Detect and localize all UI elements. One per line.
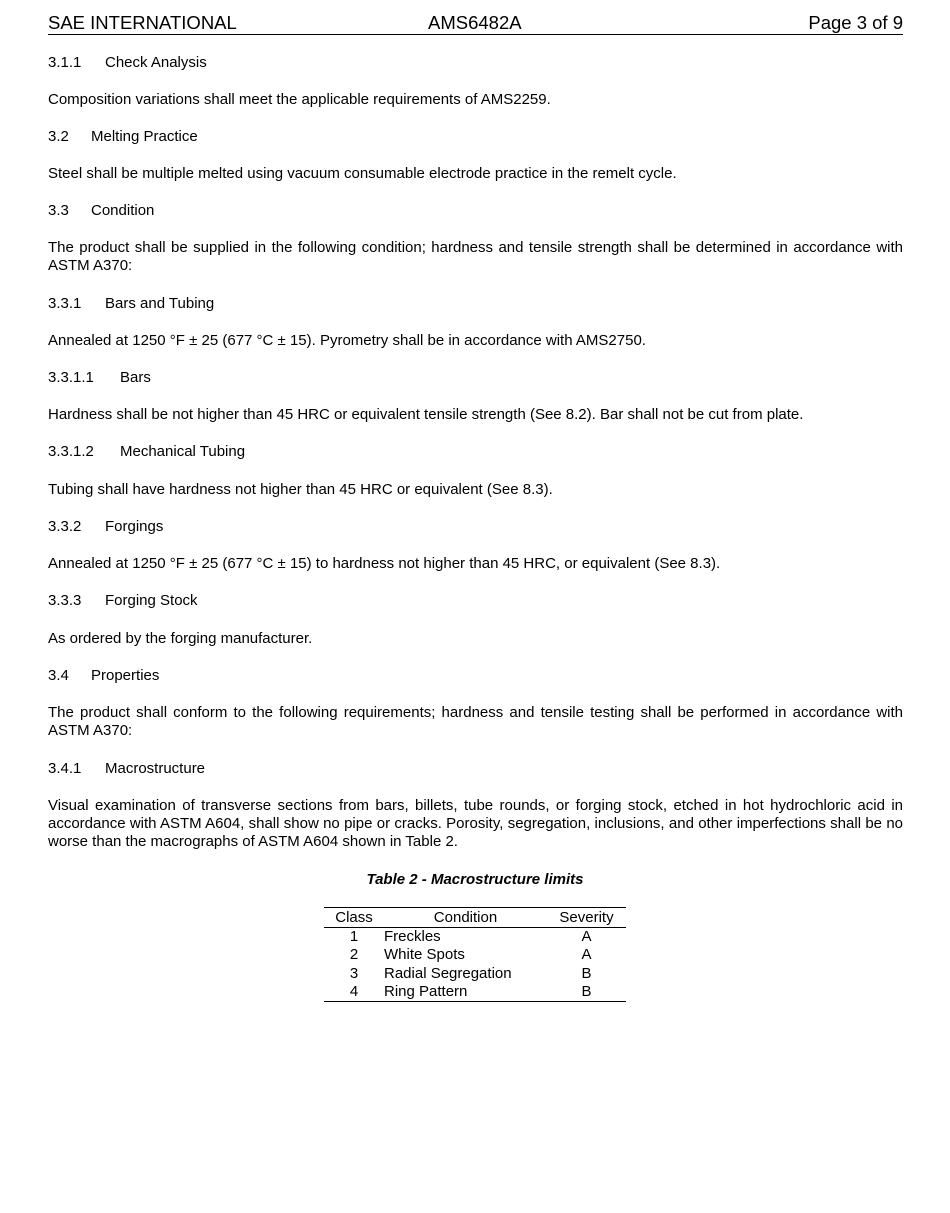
- section-number: 3.3.1: [48, 295, 82, 312]
- section-number: 3.3.1.1: [48, 369, 94, 386]
- table-row: [324, 928, 626, 947]
- section-heading-3-3-2: [48, 518, 903, 536]
- macrostructure-table: [324, 907, 626, 1002]
- section-title: Melting Practice: [91, 128, 198, 145]
- table-cell-condition: Freckles: [384, 928, 441, 945]
- section-title: Check Analysis: [105, 54, 207, 71]
- section-heading-3-3-1-2: [48, 443, 903, 461]
- paragraph: Steel shall be multiple melted using vacuum consumable electrode practice in the remelt cycle.: [48, 165, 677, 182]
- section-number: 3.1.1: [48, 54, 82, 71]
- column-header: Class: [324, 908, 384, 928]
- table-cell-condition: Radial Segregation: [384, 964, 512, 982]
- paragraph: Hardness shall be not higher than 45 HRC or equivalent tensile strength (See 8.2). Bar shall not be cut from plate.: [48, 406, 804, 423]
- paragraph: Composition variations shall meet the applicable requirements of AMS2259.: [48, 91, 551, 108]
- table-cell-class: 1: [349, 928, 359, 945]
- section-heading-3-3-3: [48, 592, 903, 610]
- section-number: 3.3.3: [48, 592, 82, 609]
- section-heading-3-4-1: [48, 760, 903, 778]
- table-cell-severity: A: [581, 928, 592, 945]
- table-cell-class: 2: [349, 946, 359, 964]
- paragraph: The product shall be supplied in the following condition; hardness and tensile strength shall be determined in accordance with ASTM A370:: [48, 239, 903, 274]
- table-cell-severity: A: [581, 946, 592, 964]
- column-header: Severity: [547, 908, 626, 928]
- header-document-number: AMS6482A: [428, 12, 522, 33]
- header-organization: SAE INTERNATIONAL: [48, 12, 237, 33]
- paragraph: As ordered by the forging manufacturer.: [48, 630, 313, 647]
- table-cell-severity: B: [547, 983, 626, 1002]
- table-row: [324, 965, 626, 983]
- paragraph: Annealed at 1250 °F ± 25 (677 °C ± 15). Pyrometry shall be in accordance with AMS2750.: [48, 332, 646, 349]
- section-heading-3-3: [48, 202, 903, 220]
- paragraph: Annealed at 1250 °F ± 25 (677 °C ± 15) to hardness not higher than 45 HRC, or equivalent (See 8.3).: [48, 555, 721, 572]
- table-cell-condition: Ring Pattern: [384, 983, 547, 1002]
- table-cell-class: 3: [349, 964, 359, 982]
- section-heading-3-4: [48, 667, 903, 685]
- section-title: Bars: [120, 369, 151, 386]
- section-title: Properties: [91, 667, 160, 684]
- section-number: 3.3: [48, 202, 69, 219]
- section-title: Mechanical Tubing: [120, 443, 246, 460]
- header-page-number: Page 3 of 9: [808, 12, 903, 33]
- section-number: 3.2: [48, 128, 69, 145]
- section-title: Macrostructure: [105, 760, 206, 777]
- section-heading-3-3-1: [48, 295, 903, 313]
- paragraph: The product shall conform to the following requirements; hardness and tensile testing shall be performed in accordance with ASTM A370:: [48, 704, 903, 739]
- section-title: Condition: [91, 202, 155, 219]
- table-row: [324, 983, 626, 1002]
- section-number: 3.3.1.2: [48, 443, 94, 460]
- table-cell-severity: B: [581, 964, 592, 982]
- table-header-row: [324, 908, 626, 928]
- section-heading-3-3-1-1: [48, 369, 903, 387]
- paragraph: Visual examination of transverse sections from bars, billets, tube rounds, or forging stock, etched in hot hydrochloric acid in accordance with ASTM A604, shall show no pipe or cracks. Porosity, segregation, inclusions, and other imperfections shall be no worse than the macrographs of ASTM A604 shown in Table 2.: [48, 797, 903, 850]
- table-cell-class: 4: [324, 983, 384, 1002]
- section-title: Bars and Tubing: [105, 295, 215, 312]
- page-header: [48, 12, 903, 35]
- column-header: Condition: [384, 908, 547, 928]
- section-number: 3.4: [48, 667, 69, 684]
- section-number: 3.4.1: [48, 760, 82, 777]
- table-caption: Table 2 - Macrostructure limits: [366, 871, 584, 888]
- section-number: 3.3.2: [48, 518, 82, 535]
- table-row: [324, 946, 626, 964]
- section-heading-3-2: [48, 128, 903, 146]
- paragraph: Tubing shall have hardness not higher than 45 HRC or equivalent (See 8.3).: [48, 481, 553, 498]
- section-title: Forging Stock: [105, 592, 198, 609]
- section-title: Forgings: [105, 518, 164, 535]
- table-cell-condition: White Spots: [384, 946, 465, 964]
- section-heading-3-1-1: [48, 54, 903, 72]
